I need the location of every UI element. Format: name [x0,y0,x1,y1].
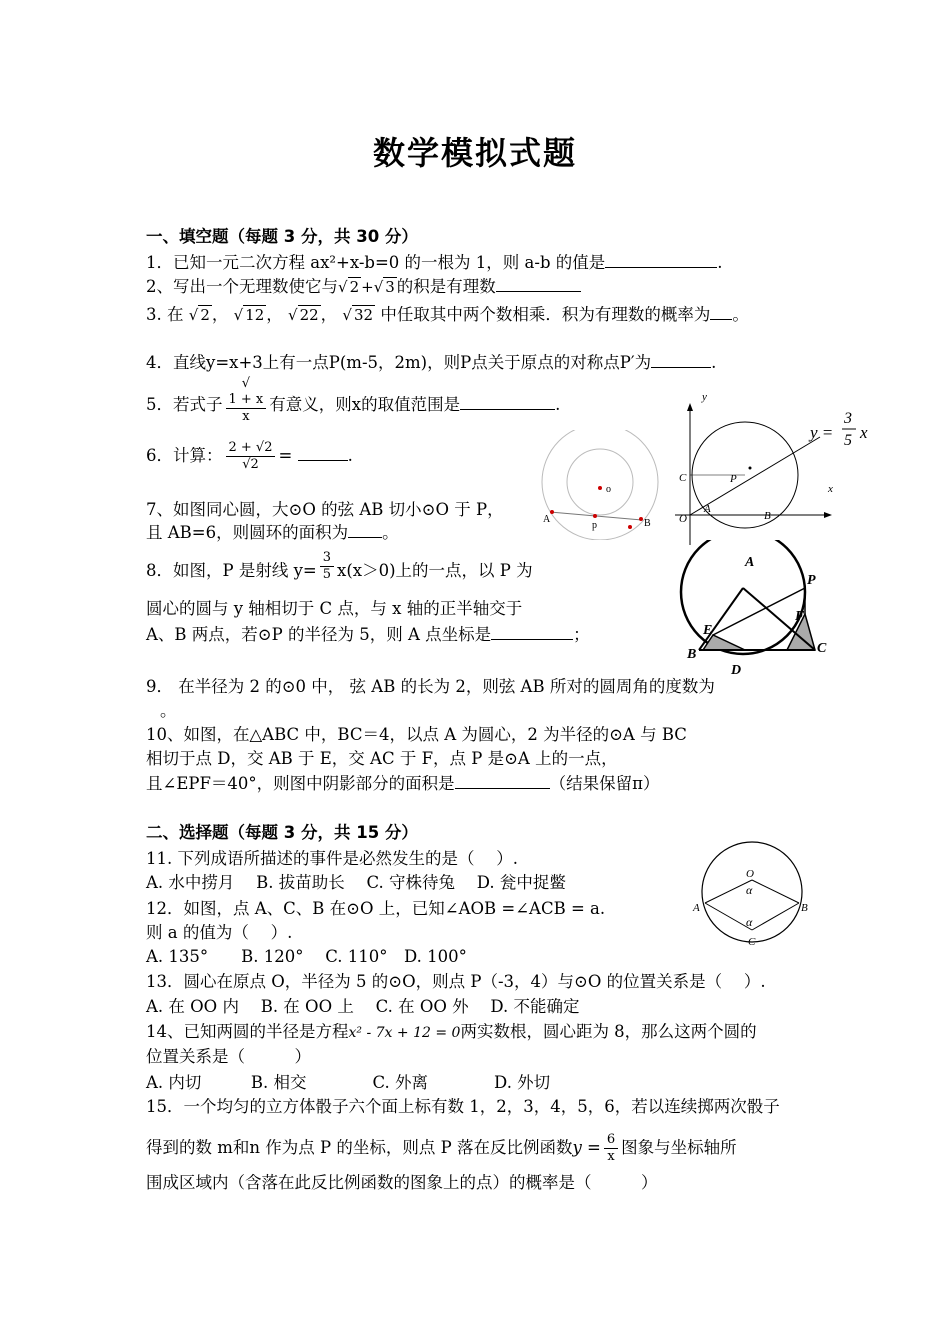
point-p [593,514,597,518]
question-7-line2: 且 AB=6，则圆环的面积为 。 [146,523,399,542]
question-10-line2: 相切于点 D，交 AB 于 E，交 AC 于 F，点 P 是⊙A 上的一点， [146,749,618,768]
coordinate-circle-figure [670,385,880,550]
answer-blank[interactable] [491,624,573,640]
fraction: $\frac{2 + √2}{√2}$ [226,440,276,473]
fraction: $\frac{6}{x}$ [604,1132,618,1165]
svg-text:3: 3 [844,410,852,427]
question-12-options: A. 135° B. 120° C. 110° D. 100° [146,947,467,966]
svg-text:y: y [702,391,707,403]
center-point [598,486,602,490]
question-9-line2: 。 [160,701,177,720]
answer-blank[interactable] [651,352,711,368]
svg-text:C: C [817,641,827,656]
answer-blank[interactable] [298,445,348,461]
circle-angle-figure [690,835,820,950]
question-8-line2: 圆心的圆与 y 轴相切于 C 点，与 x 轴的正半轴交于 [146,599,523,618]
point-b [639,517,643,521]
svg-text:p: p [592,520,597,531]
x-axis-arrow [824,512,832,518]
y-axis-arrow [687,403,693,411]
question-12-line1: 12．如图，点 A、C、B 在⊙O 上，已知∠AOB =∠ACB = a. [146,899,606,918]
question-4: 4．直线y=x+3上有一点P(m-5，2m)，则P点关于原点的对称点P′为 . [146,353,717,372]
question-15-line2: 得到的数 m和n 作为点 P 的坐标，则点 P 落在反比例函数y = $\frac{6}{x}$ 图象与坐标轴所 [146,1132,737,1164]
fraction: √ 1 + x x [226,376,267,425]
small-circle [567,449,633,515]
sqrt-expression: √ 2 +√ 3 [338,278,395,296]
question-14-line1: 14、已知两圆的半径是方程x² - 7x + 12 = 0两实数根，圆心距为 8，那么这两个圆的 [146,1022,757,1041]
svg-text:A: A [704,503,711,515]
svg-text:C: C [748,936,756,948]
line-ob [752,880,799,903]
svg-text:P: P [807,573,816,588]
answer-blank[interactable] [710,304,732,320]
question-8-line3: A、B 两点，若⊙P 的半径为 5，则 A 点坐标是 ； [146,625,590,644]
triangle-circle-figure [675,540,845,680]
question-2: 2、写出一个无理数使它与√ 2 +√ 3 的积是有理数 [146,276,581,298]
question-10-line1: 10、如图，在△ABC 中，BC＝4，以点 A 为圆心，2 为半径的⊙A 与 BC [146,725,687,744]
question-14-options: A. 内切 B. 相交 C. 外离 D. 外切 [146,1073,551,1092]
svg-text:A: A [693,902,700,914]
svg-text:A: A [745,555,755,570]
svg-text:A: A [543,514,551,525]
question-14-line2: 位置关系是（ ） [146,1047,311,1066]
large-circle [542,430,658,540]
svg-text:F: F [795,609,805,624]
question-15-line3: 围成区域内（含落在此反比例函数的图象上的点）的概率是（ ） [146,1173,658,1192]
question-8-line1: 8．如图，P 是射线 y= $\frac{3}{5}$ x(x＞0)上的一点，以 P 为 [146,550,533,582]
question-7-line1: 7、如图同心圆，大⊙O 的弦 AB 切小⊙O 于 P， [146,500,504,519]
line-ao [705,880,752,903]
svg-text:5: 5 [844,432,852,449]
question-13: 13．圆心在原点 O，半径为 5 的⊙O，则点 P（-3，4）与⊙O 的位置关系是（ ）. [146,972,766,991]
question-3: 3. 在 √ 2 ， √ 12 ， √ 22 ， √ 32 中任取其中两个数相乘．积为有理数的概率为 。 [146,305,749,324]
question-9-line1: 9． 在半径为 2 的⊙0 中， 弦 AB 的长为 2，则弦 AB 所对的圆周角的度数为 [146,677,715,696]
line-cb [752,903,799,930]
svg-text:O: O [746,868,754,880]
svg-text:E: E [703,623,713,638]
point-p [749,467,752,470]
point-extra [628,525,632,529]
answer-blank[interactable] [460,394,555,410]
svg-text:y =: y = [810,423,834,442]
answer-blank[interactable] [455,773,550,789]
answer-blank[interactable] [605,252,717,268]
question-11: 11. 下列成语所描述的事件是必然发生的是（ ）. [146,849,518,868]
svg-text:C: C [679,472,687,484]
question-10-line3: 且∠EPF＝40°，则图中阴影部分的面积是 （结果保留π） [146,774,660,793]
svg-text:D: D [731,663,742,678]
svg-text:B: B [687,647,697,662]
fraction: $\frac{3}{5}$ [320,550,334,583]
question-11-options: A. 水中捞月 B. 拔苗助长 C. 守株待兔 D. 瓮中捉鳖 [146,873,566,892]
question-1: 1．已知一元二次方程 ax²+x-b=0 的一根为 1，则 a-b 的值是 . [146,253,723,272]
svg-text:B: B [764,510,771,522]
svg-text:α: α [746,883,753,897]
question-15-line1: 15．一个均匀的立方体骰子六个面上标有数 1，2，3，4，5，6，若以连续掷两次骰子 [146,1097,780,1116]
svg-text:x: x [828,483,833,495]
question-12-line2: 则 a 的值为（ ）. [146,923,293,942]
section2-heading: 二、选择题（每题 3 分，共 15 分） [146,823,418,842]
svg-text:P: P [730,473,737,485]
page-title: 数学模拟式题 [372,134,577,172]
svg-text:α: α [746,915,753,929]
point-a [550,510,554,514]
answer-blank[interactable] [496,276,581,292]
line-ac [705,903,752,930]
question-6: 6．计算： $\frac{2 + √2}{√2}$ = . [146,440,353,472]
svg-text:O: O [679,513,687,525]
concentric-circles-figure [540,430,670,540]
svg-text:B: B [644,518,651,529]
svg-text:B: B [801,902,808,914]
section1-heading: 一、填空题（每题 3 分，共 30 分） [146,227,418,246]
question-13-options: A. 在 OO 内 B. 在 OO 上 C. 在 OO 外 D. 不能确定 [146,997,580,1016]
answer-blank[interactable] [348,522,382,538]
question-5: 5．若式子 √ 1 + x x 有意义，则x的取值范围是 . [146,376,561,424]
svg-text:x: x [860,423,868,442]
svg-text:o: o [606,484,611,495]
